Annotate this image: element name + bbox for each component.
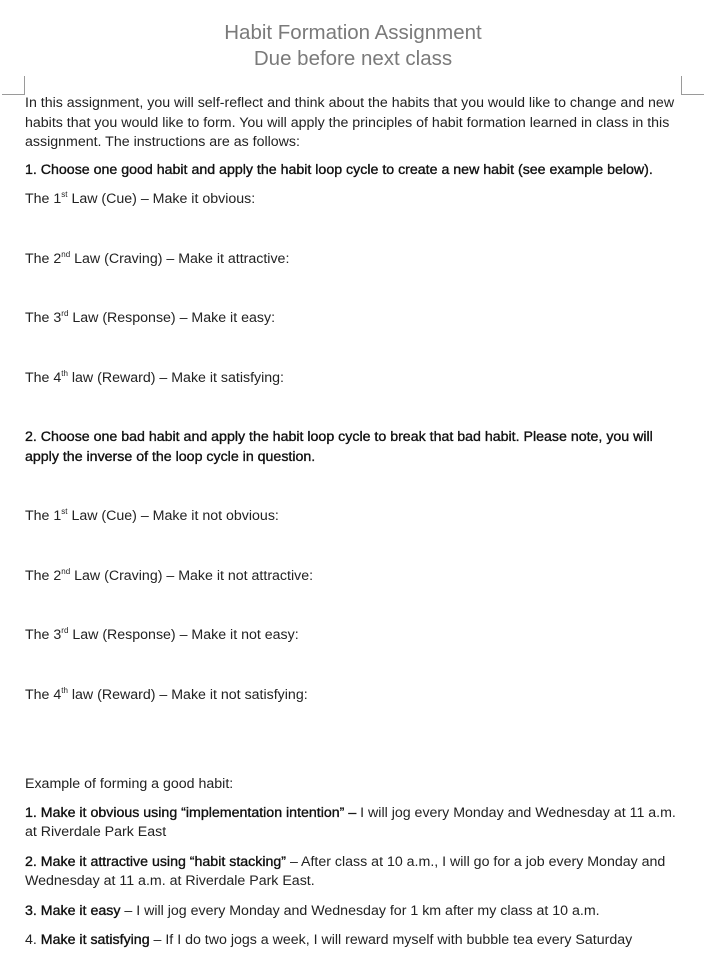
- section2-law-1: The 1st Law (Cue) – Make it not obvious:: [25, 507, 279, 524]
- section2-law-4: The 4th law (Reward) – Make it not satisfying:: [25, 685, 308, 703]
- section1-law-2: The 2nd Law (Craving) – Make it attractive:: [25, 249, 290, 267]
- section2-law-3: The 3rd Law (Response) – Make it not easy:: [25, 626, 299, 643]
- example-item-4: 4. Make it satisfying – If I do two jogs a week, I will reward myself with bubble tea every Saturday: [25, 932, 633, 948]
- example-item-2: 2. Make it attractive using “habit stacking” – After class at 10 a.m., I will go for a job every Monday and Wednesday at 11 a.m. at Riverdale Park East.: [25, 853, 666, 889]
- example-item-1: 1. Make it obvious using “implementation intention” – I will jog every Monday and Wednesday at 11 a.m. at Riverdale Park East: [25, 804, 676, 840]
- section1-law-1: The 1st Law (Cue) – Make it obvious:: [25, 190, 256, 207]
- example-heading: Example of forming a good habit:: [25, 776, 234, 792]
- left-margin-marker: [2, 76, 25, 95]
- section1-law-4: The 4th law (Reward) – Make it satisfying:: [25, 368, 284, 386]
- section1-law-3: The 3rd Law (Response) – Make it easy:: [25, 309, 276, 326]
- intro-paragraph: In this assignment, you will self-reflect and think about the habits that you would like to change and new habits that you would like to form. You will apply the principles of habit formation learned in class in this assignment. The instructions are as follows:: [25, 95, 675, 150]
- example-item-3: 3. Make it easy – I will jog every Monday and Wednesday for 1 km after my class at 10 a.m.: [25, 902, 600, 919]
- document-title: [0, 20, 706, 72]
- document-body: [25, 94, 685, 951]
- section2-law-2: The 2nd Law (Craving) – Make it not attractive:: [25, 566, 314, 584]
- title-line-2: Due before next class: [253, 47, 453, 70]
- right-margin-marker: [681, 76, 704, 95]
- section1-heading: 1. Choose one good habit and apply the habit loop cycle to create a new habit (see example below).: [25, 161, 653, 178]
- section2-heading: 2. Choose one bad habit and apply the habit loop cycle to break that bad habit. Please note, you will apply the inverse of the loop cycle in question.: [25, 429, 653, 465]
- title-line-1: Habit Formation Assignment: [224, 21, 482, 44]
